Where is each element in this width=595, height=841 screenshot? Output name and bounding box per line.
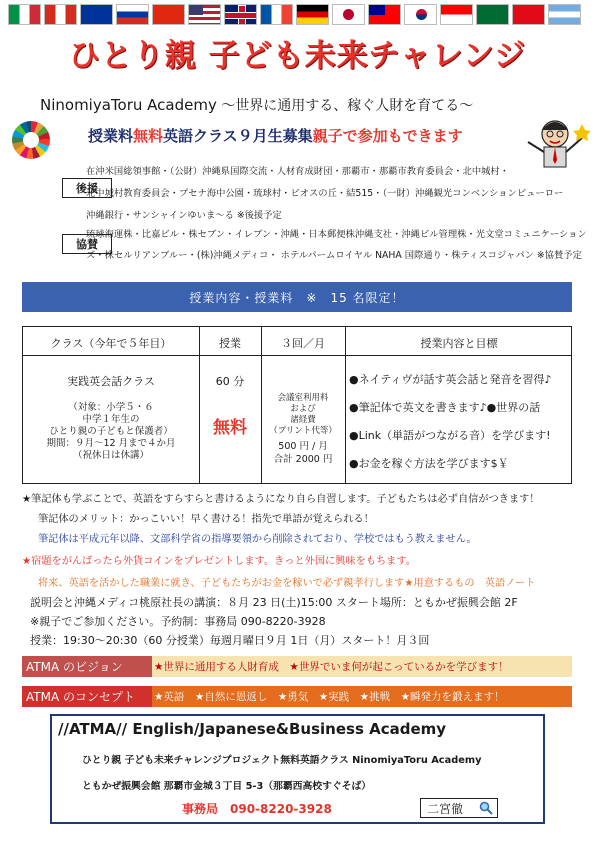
flag-turkey-icon — [512, 4, 545, 25]
goal-4: ●お金を稼ぐ方法を学びます$￥ — [349, 457, 509, 470]
flag-taiwan-icon — [368, 4, 401, 25]
fee-line-3: 諸経費 — [290, 415, 316, 425]
flag-saudi-icon — [476, 4, 509, 25]
vision-text: ★世界に通用する人財育成 ★世界でいま何が起こっているかを学びます！ — [154, 661, 509, 673]
fee-line-2: および — [290, 404, 316, 414]
flag-italy-icon — [8, 4, 41, 25]
course-table — [22, 326, 572, 484]
flag-japan-icon — [332, 4, 365, 25]
flag-canada-icon — [44, 4, 77, 25]
support-line-2: 北中城村教育委員会・プセナ海中公園・琉球村・ビオスの丘・結515・（一財）沖縄観光コンベンションビューロー — [86, 188, 564, 199]
flag-row — [8, 4, 588, 26]
fee-line-4: （プリント代等） — [269, 426, 337, 436]
table-header-content: 授業内容と目標 — [420, 337, 498, 350]
academy-name: NinomiyaToru Academy — [40, 96, 217, 114]
cosponsor-line-2: ズ・株セルリアンブルー・(株)沖縄メディコ・ ホテルパームロイヤル NAHA 国際通り・株ティスコジャパン ※協賛予定 — [86, 250, 582, 261]
concept-text: ★英語 ★自然に恩返し ★勇気 ★実践 ★挑戦 ★瞬発力を鍛えます！ — [154, 691, 505, 703]
flag-usa-icon — [188, 4, 221, 25]
table-header-frequency: ３回／月 — [281, 337, 325, 350]
flag-eu-icon — [80, 4, 113, 25]
vision-label: ATMA のビジョン — [26, 660, 123, 674]
flag-china-icon — [152, 4, 185, 25]
footer-brand: //ATMA// English/Japanese&Business Academy — [58, 720, 447, 738]
note-schedule: 授業：19:30～20:30（60 分授業）毎週月曜日９月 1日（月）スタート！月３回 — [30, 634, 430, 647]
note-cursive-merit: 筆記体のメリット：かっこいい！早く書ける！指先で単語が覚えられる！ — [38, 514, 374, 525]
concept-band — [22, 686, 572, 707]
class-period-1: 期間：９月～12 月まで４か月 — [46, 438, 176, 449]
flag-france-icon — [260, 4, 293, 25]
class-name: 実践英会話クラス — [67, 375, 155, 388]
search-icon[interactable] — [479, 801, 493, 815]
course-banner: 授業内容・授業料 ※ 15 名限定！ — [22, 282, 572, 312]
search-term: 二宮徹 — [427, 801, 464, 816]
note-briefing: 説明会と沖縄メディコ桃原社長の講演：８月 23 日(土)15:00 スタート場所：ともかぜ振興会館 2F — [30, 596, 518, 609]
footer-project: ひとり親 子ども未来チャレンジプロジェクト無料英語クラス NinomiyaToru Academy — [82, 755, 482, 766]
class-target-3: ひとり親の子どもと保護者） — [49, 426, 173, 437]
flag-russia-icon — [116, 4, 149, 25]
goal-2: ●筆記体で英文を書きます♪●世界の話 — [349, 401, 541, 414]
flag-uk-icon — [224, 4, 257, 25]
fee-line-5: 500 円 / 月 — [278, 441, 328, 452]
footer-address: ともかぜ振興会館 那覇市金城３丁目 5-3（那覇西高校すぐそば） — [82, 781, 372, 792]
flag-argentina-icon — [548, 4, 581, 25]
class-period-2: （祝休日は休講） — [72, 450, 149, 461]
class-target-2: 中学１年生の — [82, 414, 140, 425]
fee-line-1: 会議室利用料 — [277, 393, 329, 403]
table-header-lesson: 授業 — [219, 337, 241, 350]
recruit-class: 英語クラス９月生募集 — [163, 127, 313, 145]
fee-free: 無料 — [213, 418, 247, 438]
lesson-time: 60 分 — [215, 375, 245, 388]
note-cursive: ★筆記体も学ぶことで、英語をすらすらと書けるようになり自ら自習します。子どもたちは必ず自信がつきます！ — [22, 494, 540, 505]
vision-band — [22, 656, 572, 677]
contact-box — [50, 714, 545, 824]
note-cursive-school: 筆記体は平成元年以降、文部科学省の指導要領から削除されており、学校ではもう教えません。 — [38, 534, 477, 545]
recruit-parent: 親子で参加もできます — [312, 127, 463, 145]
flag-korea-icon — [404, 4, 437, 25]
sdgs-wheel-icon — [12, 121, 50, 159]
page-title: ひとり親 子ども未来チャレンジ — [68, 38, 527, 74]
recruit-tuition: 授業料 — [88, 127, 134, 145]
cosponsor-line-1: 琉球海運株・比嘉ビル・株セブン・イレブン・沖縄・日本郵便株沖縄支社・沖縄ビル管理株・光文堂コミュニケーション — [86, 229, 587, 240]
footer-phone: 事務局 090-8220-3928 — [182, 802, 332, 816]
academy-slogan: ～世界に通用する、稼ぐ人財を育てる～ — [221, 98, 474, 114]
flag-indonesia-icon — [440, 4, 473, 25]
goal-1: ●ネイティヴが話す英会話と発音を習得♪ — [349, 373, 552, 386]
fee-line-6: 合計 2000 円 — [273, 454, 333, 465]
goal-3: ●Link（単語がつながる音）を学びます! — [349, 429, 551, 442]
note-future: 将来、英語を活かした職業に就き、子どもたちがお金を稼いで必ず親孝行します★用意するもの 英語ノート — [38, 578, 536, 589]
class-target-1: （対象：小学５・６ — [68, 402, 154, 413]
teacher-illustration-icon — [520, 112, 590, 172]
note-homework-text: ★宿題をがんばったら外貨コインをプレゼントします。きっと外国に興味をもちます。 — [22, 556, 416, 567]
recruit-headline — [88, 125, 463, 146]
note-reservation: ※親子でご参加ください。予約制：事務局 090-8220-3928 — [30, 615, 326, 628]
recruit-free: 無料 — [133, 127, 164, 145]
flag-germany-icon — [296, 4, 329, 25]
note-homework — [22, 552, 416, 567]
support-line-3: 沖縄銀行・サンシャインゆいま～る ※後援予定 — [86, 210, 282, 221]
cosponsor-label: 協賛 — [62, 234, 112, 254]
academy-tagline — [40, 95, 473, 115]
concept-label: ATMA のコンセプト — [26, 690, 135, 704]
search-box[interactable] — [420, 798, 498, 818]
support-line-1: 在沖米国総領事館・（公財）沖縄県国際交流・人材育成財団・那覇市・那覇市教育委員会・北中城村・ — [86, 166, 510, 177]
support-label: 後援 — [62, 178, 112, 198]
table-header-class: クラス（今年で５年目） — [50, 337, 172, 350]
